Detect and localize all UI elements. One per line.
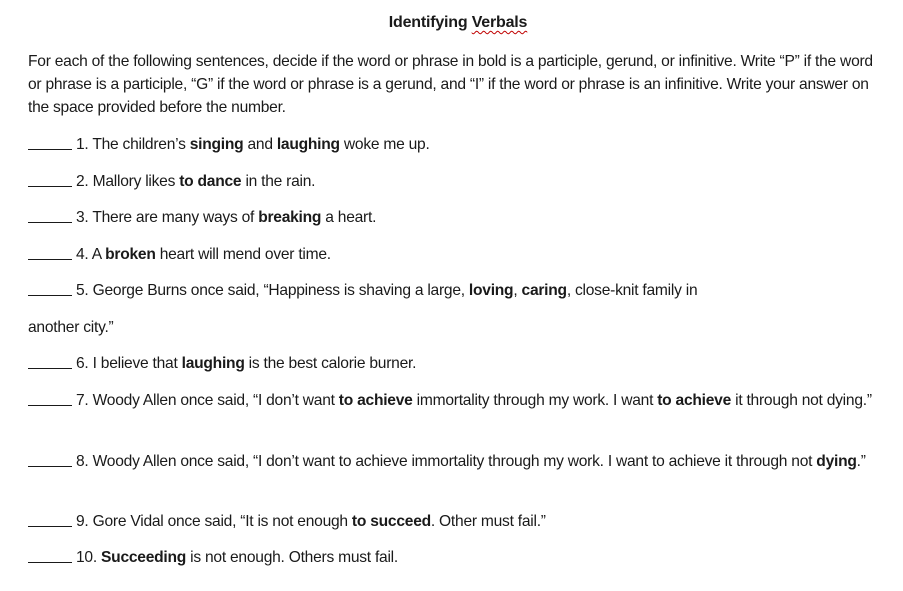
sentence-text: There are many ways of (92, 209, 259, 226)
sentence-text: a heart. (321, 209, 377, 226)
bold-verbal: to succeed (351, 513, 431, 530)
question-item (28, 206, 878, 229)
answer-blank[interactable] (28, 281, 72, 296)
bold-verbal: laughing (276, 136, 340, 153)
answer-blank[interactable] (28, 548, 72, 563)
question-continuation: another city.” (28, 319, 114, 336)
answer-blank[interactable] (28, 245, 72, 260)
sentence-text: A (91, 246, 106, 263)
sentence-text: is the best calorie burner. (244, 355, 417, 372)
answer-blank[interactable] (28, 354, 72, 369)
question-number: 1. (76, 136, 89, 153)
question-number: 3. (76, 209, 89, 226)
sentence-text: I believe that (92, 355, 182, 372)
question-number: 6. (76, 355, 89, 372)
sentence-text: in the rain. (241, 173, 316, 190)
question-number: 4. (76, 246, 89, 263)
bold-verbal: caring (521, 282, 567, 299)
answer-blank[interactable] (28, 135, 72, 150)
question-number: 10. (76, 549, 97, 566)
sentence-text: and (243, 136, 277, 153)
worksheet-title (28, 14, 888, 32)
answer-blank[interactable] (28, 512, 72, 527)
worksheet-page (28, 0, 888, 591)
question-item (28, 170, 878, 193)
question-number: 9. (76, 513, 89, 530)
sentence-text: . Other must fail.” (430, 513, 546, 530)
question-item (28, 389, 878, 412)
sentence-text: Mallory likes (92, 173, 180, 190)
bold-verbal: to achieve (657, 392, 732, 409)
title-spellcheck-word: Verbals (471, 14, 528, 31)
title-text: Identifying (388, 14, 472, 31)
sentence-text: immortality through my work. I want (412, 392, 658, 409)
sentence-text: Woody Allen once said, “I don’t want (92, 392, 339, 409)
sentence-text: .” (856, 453, 866, 470)
sentence-text: The children’s (92, 136, 190, 153)
question-number: 8. (76, 453, 89, 470)
bold-verbal: to achieve (338, 392, 413, 409)
bold-verbal: dying (816, 453, 857, 470)
question-item (28, 352, 878, 375)
sentence-text: heart will mend over time. (155, 246, 331, 263)
question-item (28, 450, 878, 473)
instructions-paragraph: For each of the following sentences, decide if the word or phrase in bold is a participle, gerund, or infinitive. Write “P” if the word or phrase is a participle, “G” if the word or phrase is a gerund, and “I” if the word or phrase is an infinitive. Write your answer on the space provided before the number. (28, 53, 873, 116)
sentence-text: woke me up. (339, 136, 430, 153)
question-item (28, 510, 878, 533)
sentence-text: , (513, 282, 522, 299)
question-item (28, 546, 878, 569)
answer-blank[interactable] (28, 452, 72, 467)
sentence-text: , close-knit family in (566, 282, 698, 299)
bold-verbal: Succeeding (101, 549, 187, 566)
sentence-text: Gore Vidal once said, “It is not enough (92, 513, 352, 530)
question-item (28, 243, 878, 266)
bold-verbal: loving (468, 282, 514, 299)
bold-verbal: laughing (181, 355, 245, 372)
bold-verbal: breaking (258, 209, 322, 226)
answer-blank[interactable] (28, 391, 72, 406)
question-item (28, 279, 878, 302)
sentence-text: George Burns once said, “Happiness is shaving a large, (92, 282, 469, 299)
bold-verbal: broken (105, 246, 156, 263)
question-item (28, 133, 878, 156)
answer-blank[interactable] (28, 208, 72, 223)
question-number: 5. (76, 282, 89, 299)
bold-verbal: to dance (179, 173, 242, 190)
question-number: 2. (76, 173, 89, 190)
sentence-text: Woody Allen once said, “I don’t want to achieve immortality through my work. I want to achieve it through not (92, 453, 817, 470)
bold-verbal: singing (189, 136, 244, 153)
question-number: 7. (76, 392, 89, 409)
answer-blank[interactable] (28, 172, 72, 187)
sentence-text: it through not dying.” (731, 392, 872, 409)
sentence-text: is not enough. Others must fail. (186, 549, 398, 566)
